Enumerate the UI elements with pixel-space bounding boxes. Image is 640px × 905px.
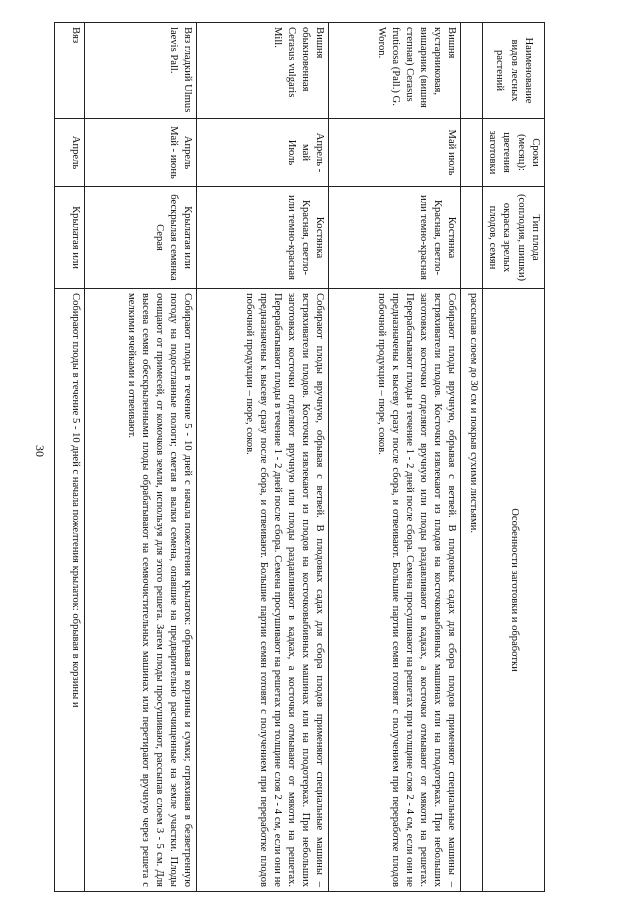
fruit-type-line: Костянка [445,216,457,259]
table-row [328,23,460,892]
harvest-notes: Собирают плоды в течение 5 - 10 дней с начала пожелтения крылаток: обрывая в корзины и [54,289,84,892]
species-name: Вяз гладкий Ulmus laevis Pall. [84,23,196,119]
period-line: Апрель [181,135,193,170]
continuation-notes: рассыпав слоем до 30 см и покрыв сухими листьями. [460,289,482,892]
fruit-type-line: Крылатая или [181,206,193,269]
cell-empty [460,187,482,289]
harvest-notes: Собирают плоды вручную, обрывая с ветвей. В плодовых садах для сбора плодов применяют специальные машины – встряхиватели плодов. Косточки извлекают из плодов на косточковыбивных машинах или на плодотерках. При небольших заготовках косточки отделяют вручную или плоды раздавливают в кадках, а косточки отмывают от мякоти на решетах. Перерабатывают плоды в течение 1 - 2 дней после сбора. Семена просушивают на решетах при толщине слоя 2 - 4 см, если они не предназначены к высеву сразу после сбора, и отвеивают. Большие партии семян готовят с получением при переработке плодов побочной продукции – пюре, соков. [196,289,328,892]
species-name: Вишня кустарниковая, вишарник (вишня степная) Cerasus fruticosa (Pall.) G. Woron. [328,23,460,119]
period-cell [84,119,196,187]
fruit-type-line: бескрылая семянка [167,194,179,281]
table-row-continuation [460,23,482,892]
rotated-table-container [55,22,545,892]
cell-empty [460,119,482,187]
table-row [84,23,196,892]
period-cell [196,119,328,187]
harvest-notes: Собирают плоды в течение 5 - 10 дней с начала пожелтения крылаток: обрывая в корзины и сумки; отряхивая в безветренную погоду на подостланные пологи; сметая в валки семена, опавшие на предварительно расчищенные на земле участки. Плоды очищают от примесей, от комочков земли, используя для этого решета. Затем плоды просушивают, рассыпав слоем 3 - 5 см. Для высева семян обескрыленными плоды обрабатывают на семяочистительных машинах или перетирают вручную через решета с мелкими ячейками и отвеивают. [84,289,196,892]
fruit-color-line: Красная, светло- или темно-красная [285,195,311,280]
fruit-type-cell [328,187,460,289]
cell-empty [460,23,482,119]
period-line: Май июль [445,129,457,176]
table-row [54,23,84,892]
fruit-type-line: Крылатая или [69,206,81,269]
period-cell [328,119,460,187]
fruit-type-line: Костянка [313,216,325,259]
header-notes: Особенности заготовки и обработки [482,289,544,892]
header-period: Сроки (месяц): цветения заготовки [482,119,544,187]
seed-harvest-table [54,22,545,892]
fruit-type-cell [84,187,196,289]
header-species-name: Наименование видов лесных растений [482,23,544,119]
table-row [196,23,328,892]
fruit-color-line: Серая [153,224,165,251]
page-number: 30 [33,445,47,457]
fruit-type-cell [54,187,84,289]
harvest-notes: Собирают плоды вручную, обрывая с ветвей. В плодовых садах для сбора плодов применяют специальные машины – встряхиватели плодов. Косточки извлекают из плодов на косточковыбивных машинах или на плодотерках. При небольших заготовках косточки отделяют вручную или плоды раздавливают в кадках, а косточки отмывают от мякоти на решетах. Перерабатывают плоды в течение 1 - 2 дней после сбора. Семена просушивают на решетах при толщине слоя 2 - 4 см, если они не предназначены к высеву сразу после сбора, и отвеивают. Большие партии семян готовят с получением при переработке плодов побочной продукции – пюре, соков. [328,289,460,892]
period-line: Июль [285,139,297,166]
period-line: Апрель [69,135,81,170]
species-name: Вишня обыкновенная Cerasus vulgaris Mill. [196,23,328,119]
fruit-color-line: Красная, светло- или темно-красная [417,195,443,280]
species-name: Вяз [54,23,84,119]
period-line: Апрель - май [299,132,325,173]
period-cell [54,119,84,187]
period-line: Май - июнь [167,126,179,179]
table-header-row [482,23,544,892]
header-fruit-type: Тип плода (соплодия, шишки) окраска зрелых плодов, семян [482,187,544,289]
fruit-type-cell [196,187,328,289]
